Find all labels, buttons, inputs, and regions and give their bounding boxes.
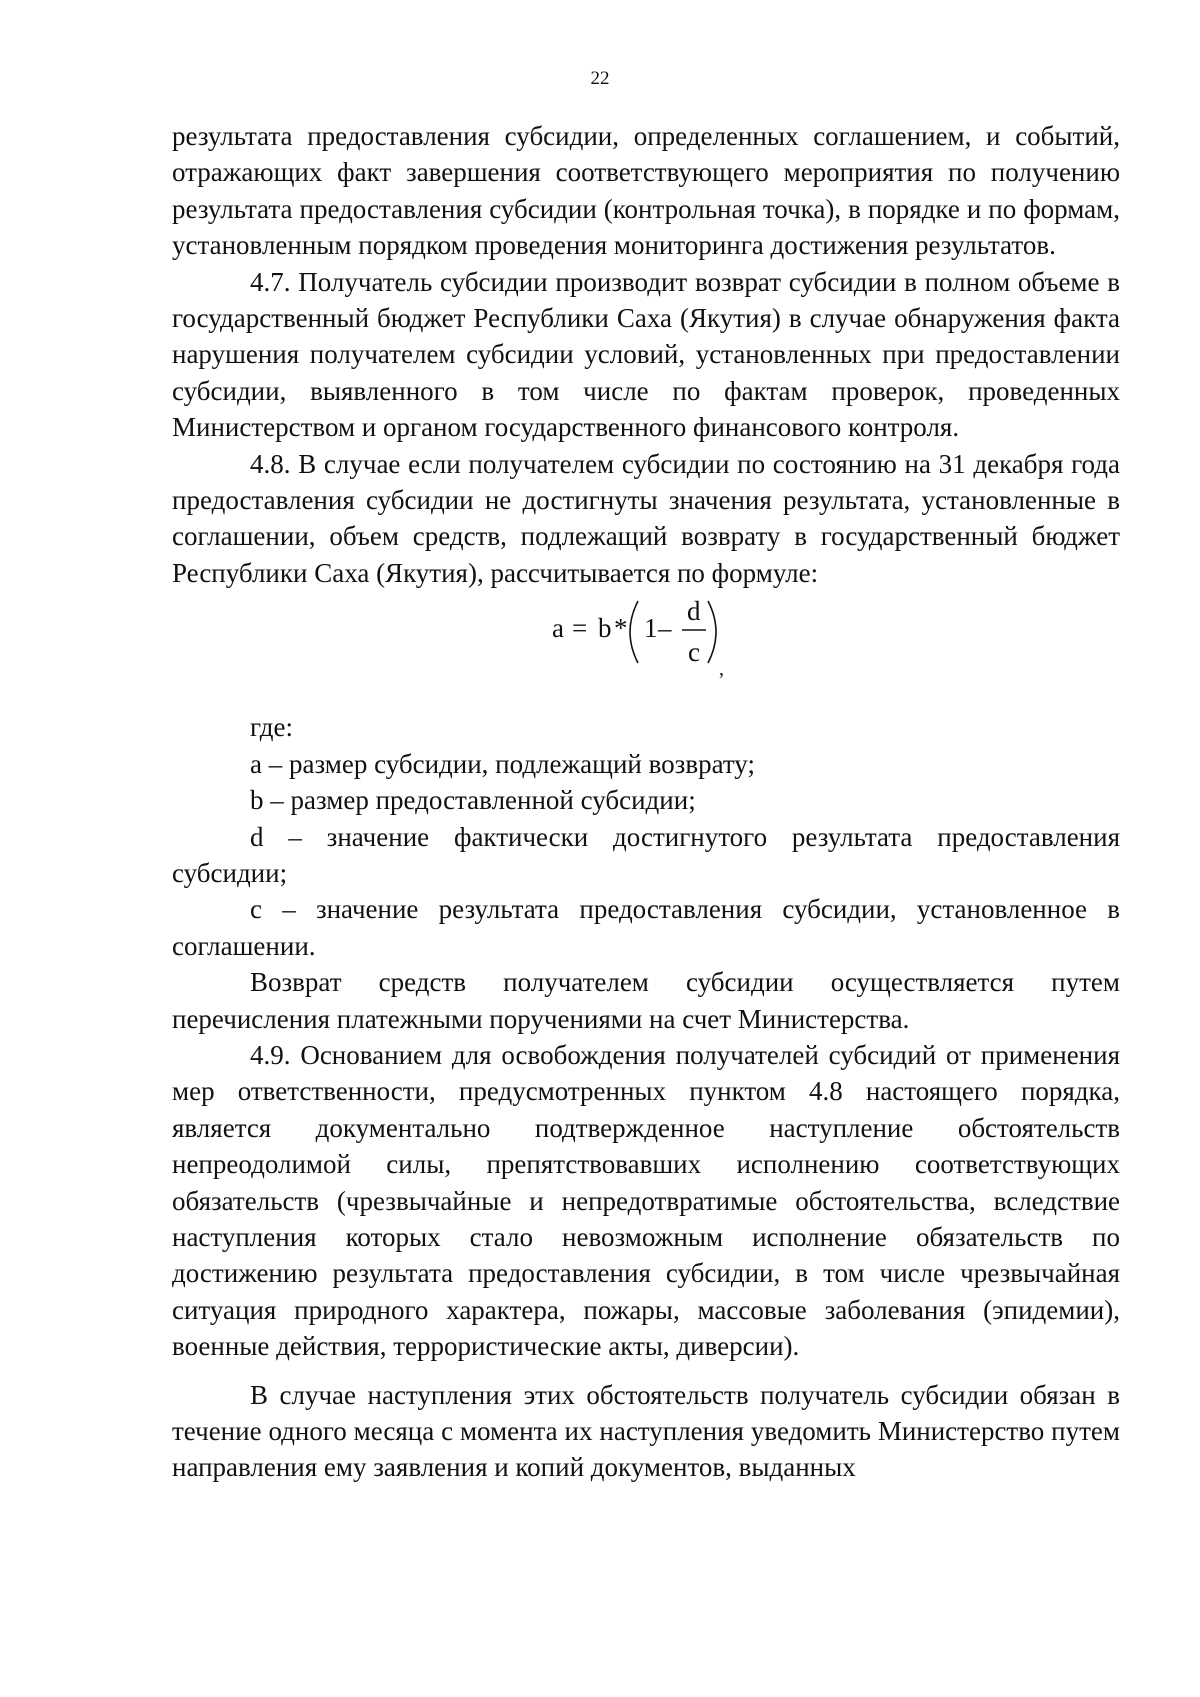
formula-denominator: c (688, 637, 700, 668)
paragraph-circumstances: В случае наступления этих обстоятельств получатель субсидии обязан в течение одного месяца с момента их наступления уведомить Министерство путем направления ему заявления и копий документов, выданных (172, 1379, 1120, 1483)
where-label: где: (250, 712, 293, 743)
formula-b: b (598, 613, 612, 644)
page-number: 22 (590, 68, 610, 89)
definition-a: a – размер субсидии, подлежащий возврату; (250, 748, 755, 779)
right-paren (708, 601, 716, 663)
document-body (172, 118, 1120, 1486)
formula-graphic (552, 591, 792, 709)
formula-comma: , (719, 658, 724, 681)
paragraph-4-7: 4.7. Получатель субсидии производит возврат субсидии в полном объеме в государственный бюджет Республики Саха (Якутия) в случае обнаружения факта нарушения получателем субсидии условий, установленных при предоставлении субсидии, выявленного в том числе по фактам проверок, проведенных Министерством и органом государственного финансового контроля. (172, 266, 1120, 443)
formula-one: 1 (644, 613, 658, 644)
definition-b: b – размер предоставленной субсидии; (250, 785, 696, 816)
paragraph-4-8: 4.8. В случае если получателем субсидии по состоянию на 31 декабря года предоставления субсидии не достигнуты значения результата, установленные в соглашении, объем средств, подлежащий возврату в государственный бюджет Республики Саха (Якутия), рассчитывается по формуле: (172, 448, 1120, 588)
left-paren (630, 601, 638, 663)
formula-minus: – (658, 613, 672, 644)
formula-equals: = (572, 613, 588, 644)
formula-a: a (552, 613, 564, 644)
refund-formula (172, 591, 1120, 709)
paragraph-continuation: результата предоставления субсидии, определенных соглашением, и событий, отражающих факт завершения соответствующего мероприятия по получению результата предоставления субсидии (контрольная точка), в порядке и по формам, установленным порядком проведения мониторинга достижения результатов. (172, 121, 1120, 261)
formula-numerator: d (687, 596, 701, 627)
definition-d: d – значение фактически достигнутого результата предоставления субсидии; (172, 821, 1120, 888)
paragraph-4-9: 4.9. Основанием для освобождения получателей субсидий от применения мер ответственности, предусмотренных пунктом 4.8 настоящего порядка, является документально подтвержденное наступление обстоятельств непреодолимой силы, препятствовавших исполнению соответствующих обязательств (чрезвычайные и непредотвратимые обстоятельства, вследствие наступления которых стало невозможным исполнение обязательств по достижению результата предоставления субсидии, в том числе чрезвычайная ситуация природного характера, пожары, массовые заболевания (эпидемии), военные действия, террористические акты, диверсии). (172, 1039, 1120, 1362)
formula-star: * (614, 613, 628, 644)
paragraph-return: Возврат средств получателем субсидии осуществляется путем перечисления платежными поручениями на счет Министерства. (172, 967, 1120, 1034)
definition-c: c – значение результата предоставления субсидии, установленное в соглашении. (172, 894, 1120, 961)
